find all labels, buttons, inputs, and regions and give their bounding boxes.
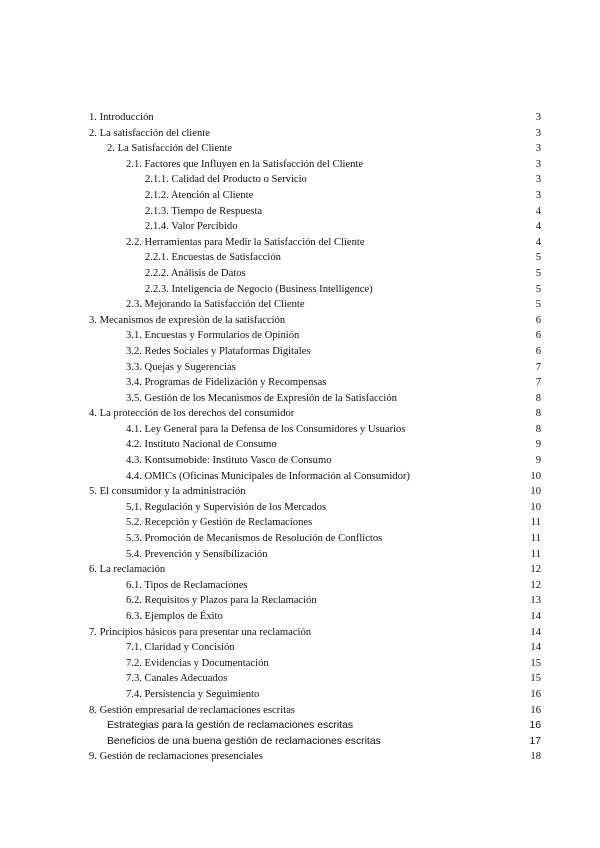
- toc-entry-page-number: 4: [535, 221, 541, 233]
- toc-entry-page-number: 9: [535, 455, 541, 467]
- toc-entry[interactable]: [89, 172, 541, 188]
- toc-entry-title: 2.1.4. Valor Percibido: [145, 221, 238, 233]
- toc-entry[interactable]: [89, 266, 541, 282]
- toc-entry[interactable]: [89, 157, 541, 173]
- toc-entry-title: 2.1.2. Atención al Cliente: [145, 189, 254, 201]
- toc-entry-page-number: 6: [535, 330, 541, 342]
- toc-entry-title: 9. Gestión de reclamaciones presenciales: [89, 751, 263, 763]
- toc-entry-title: 7.3. Canales Adecuados: [126, 673, 228, 685]
- toc-entry-title: 1. Introducción: [89, 112, 154, 123]
- toc-entry-title: 2.2. Herramientas para Medir la Satisfacción del Cliente: [126, 236, 365, 248]
- toc-entry-page-number: 6: [535, 314, 541, 326]
- toc-entry-page-number: 12: [530, 564, 541, 576]
- toc-entry-page-number: 14: [530, 642, 541, 654]
- toc-entry[interactable]: [89, 515, 541, 531]
- toc-entry-title: 5.2. Recepción y Gestión de Reclamaciones: [126, 517, 313, 529]
- toc-entry-title: 2.1. Factores que Influyen en la Satisfacción del Cliente: [126, 158, 364, 170]
- toc-entry-page-number: 17: [529, 735, 541, 747]
- toc-entry[interactable]: [89, 141, 541, 157]
- toc-entry[interactable]: [89, 313, 541, 329]
- toc-entry[interactable]: [89, 547, 541, 563]
- toc-entry-title: 6.1. Tipos de Reclamaciones: [126, 579, 248, 591]
- toc-entry[interactable]: [89, 484, 541, 500]
- toc-entry-title: 6.3. Ejemplos de Éxito: [126, 611, 223, 622]
- toc-entry-title: 7.1. Claridad y Concisión: [126, 642, 235, 654]
- toc-entry[interactable]: [89, 593, 541, 609]
- toc-entry-title: 4.1. Ley General para la Defensa de los Consumidores y Usuarios: [126, 423, 406, 435]
- toc-entry-title: 2.2.1. Encuestas de Satisfacción: [145, 252, 281, 264]
- toc-entry[interactable]: [89, 297, 541, 313]
- toc-entry-page-number: 3: [535, 158, 541, 170]
- toc-entry[interactable]: [89, 391, 541, 407]
- toc-entry[interactable]: [89, 625, 541, 641]
- toc-entry-title: 7. Principios básicos para presentar una reclamación: [89, 626, 312, 638]
- toc-entry-page-number: 5: [535, 252, 541, 264]
- toc-entry-page-number: 11: [530, 533, 541, 545]
- toc-entry[interactable]: [89, 188, 541, 204]
- toc-entry[interactable]: [89, 640, 541, 656]
- toc-entry-title: 4.2. Instituto Nacional de Consumo: [126, 439, 277, 451]
- toc-entry[interactable]: [89, 437, 541, 453]
- toc-entry-title: 4. La protección de los derechos del consumidor: [89, 408, 295, 420]
- toc-entry-title: 5.3. Promoción de Mecanismos de Resolución de Conflictos: [126, 533, 383, 545]
- toc-entry[interactable]: [89, 204, 541, 220]
- toc-entry-page-number: 8: [535, 423, 541, 435]
- toc-entry[interactable]: [89, 562, 541, 578]
- toc-entry-title: 2.1.1. Calidad del Producto o Servicio: [145, 174, 307, 186]
- toc-entry-title: 2. La satisfacción del cliente: [89, 127, 210, 139]
- toc-entry-page-number: 3: [535, 174, 541, 186]
- toc-entry-title: 5.4. Prevención y Sensibilización: [126, 548, 268, 560]
- toc-entry[interactable]: [89, 375, 541, 391]
- toc-entry-page-number: 10: [530, 470, 541, 482]
- toc-entry[interactable]: [89, 578, 541, 594]
- toc-entry[interactable]: [89, 734, 541, 750]
- toc-entry-page-number: 8: [535, 392, 541, 404]
- toc-entry[interactable]: [89, 360, 541, 376]
- toc-entry[interactable]: [89, 687, 541, 703]
- toc-entry[interactable]: [89, 406, 541, 422]
- toc-entry-page-number: 3: [535, 143, 541, 155]
- toc-entry-page-number: 15: [530, 657, 541, 669]
- toc-entry-title: 2.3. Mejorando la Satisfacción del Cliente: [126, 299, 305, 311]
- toc-entry[interactable]: [89, 219, 541, 235]
- toc-entry-page-number: 6: [535, 345, 541, 357]
- toc-entry[interactable]: [89, 344, 541, 360]
- toc-entry-title: 6.2. Requisitos y Plazos para la Reclamación: [126, 595, 317, 607]
- toc-entry[interactable]: [89, 469, 541, 485]
- toc-entry-page-number: 16: [529, 720, 541, 732]
- toc-entry[interactable]: [89, 453, 541, 469]
- toc-entry-title: 3.3. Quejas y Sugerencias: [126, 361, 236, 373]
- toc-entry-page-number: 9: [535, 439, 541, 451]
- toc-entry-title: 3. Mecanismos de expresión de la satisfacción: [89, 314, 286, 326]
- toc-entry[interactable]: [89, 422, 541, 438]
- toc-entry-title: 3.1. Encuestas y Formularios de Opinión: [126, 330, 300, 342]
- toc-entry-title: 3.2. Redes Sociales y Plataformas Digitales: [126, 345, 311, 357]
- toc-entry-page-number: 15: [530, 673, 541, 685]
- toc-entry[interactable]: [89, 282, 541, 298]
- toc-entry-title: 3.4. Programas de Fidelización y Recompensas: [126, 377, 327, 389]
- toc-entry-title: 4.3. Kontsumobide: Instituto Vasco de Consumo: [126, 455, 332, 467]
- toc-entry[interactable]: [89, 500, 541, 516]
- toc-entry-page-number: 13: [530, 595, 541, 607]
- table-of-contents: [89, 110, 541, 765]
- toc-entry[interactable]: [89, 531, 541, 547]
- toc-entry-page-number: 14: [530, 626, 541, 638]
- toc-entry-page-number: 18: [530, 751, 541, 763]
- toc-entry-page-number: 3: [535, 127, 541, 139]
- toc-entry-title: 2.2.3. Inteligencia de Negocio (Business Intelligence): [145, 283, 373, 295]
- toc-entry[interactable]: [89, 671, 541, 687]
- toc-entry-title: 2. La Satisfacción del Cliente: [107, 143, 233, 155]
- toc-entry-page-number: 4: [535, 236, 541, 248]
- toc-entry-page-number: 5: [535, 267, 541, 279]
- toc-entry-page-number: 5: [535, 299, 541, 311]
- toc-entry-title: 4.4. OMICs (Oficinas Municipales de Información al Consumidor): [126, 470, 410, 482]
- toc-entry-page-number: 10: [530, 501, 541, 513]
- toc-entry-title: 2.2.2. Análisis de Datos: [145, 267, 246, 279]
- toc-entry-page-number: 14: [530, 611, 541, 622]
- toc-entry[interactable]: [89, 126, 541, 142]
- toc-entry-title: Estrategias para la gestión de reclamaciones escritas: [107, 720, 354, 732]
- toc-entry-page-number: 7: [535, 377, 541, 389]
- toc-entry-title: 5. El consumidor y la administración: [89, 486, 246, 498]
- toc-entry-page-number: 4: [535, 205, 541, 217]
- toc-entry-page-number: 5: [535, 283, 541, 295]
- toc-entry-page-number: 10: [530, 486, 541, 498]
- toc-entry[interactable]: [89, 235, 541, 251]
- toc-entry-title: 7.4. Persistencia y Seguimiento: [126, 688, 260, 700]
- toc-entry-page-number: 8: [535, 408, 541, 420]
- toc-entry-title: Beneficios de una buena gestión de reclamaciones escritas: [107, 735, 381, 747]
- toc-entry-title: 3.5. Gestión de los Mecanismos de Expresión de la Satisfacción: [126, 392, 397, 404]
- toc-entry-page-number: 16: [530, 704, 541, 716]
- toc-entry[interactable]: [89, 609, 541, 625]
- toc-entry[interactable]: [89, 250, 541, 266]
- toc-entry[interactable]: [89, 703, 541, 719]
- toc-entry-page-number: 12: [530, 579, 541, 591]
- toc-entry[interactable]: [89, 110, 541, 126]
- toc-entry-title: 8. Gestión empresarial de reclamaciones escritas: [89, 704, 295, 716]
- toc-entry[interactable]: [89, 656, 541, 672]
- toc-entry-title: 6. La reclamación: [89, 564, 166, 576]
- toc-entry-page-number: 11: [530, 517, 541, 529]
- toc-entry-title: 2.1.3. Tiempo de Respuesta: [145, 205, 263, 217]
- toc-entry[interactable]: [89, 328, 541, 344]
- toc-entry-page-number: 3: [535, 189, 541, 201]
- toc-entry-page-number: 7: [535, 361, 541, 373]
- toc-entry-title: 7.2. Evidencias y Documentación: [126, 657, 269, 669]
- toc-entry[interactable]: [89, 749, 541, 765]
- toc-entry-page-number: 16: [530, 688, 541, 700]
- toc-entry[interactable]: [89, 718, 541, 734]
- toc-entry-title: 5.1. Regulación y Supervisión de los Mercados: [126, 501, 327, 513]
- toc-entry-page-number: 11: [530, 548, 541, 560]
- toc-entry-page-number: 3: [535, 112, 541, 123]
